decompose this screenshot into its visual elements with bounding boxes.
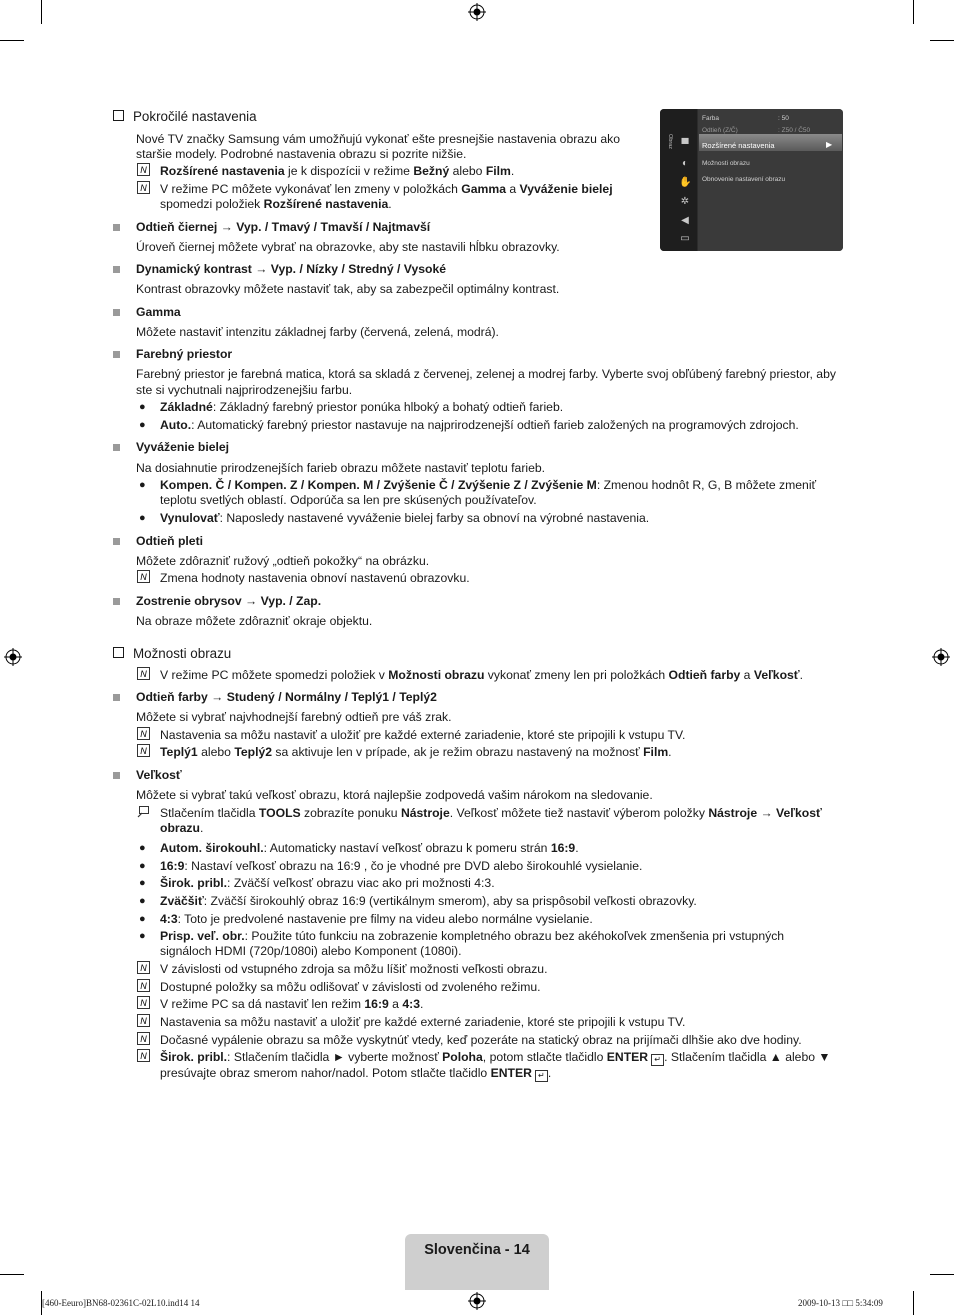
note-text: V závislosti od vstupného zdroja sa môžu líšiť možnosti veľkosti obrazu. (160, 962, 548, 976)
dot-bullet-icon: ● (139, 479, 146, 491)
square-bullet-icon (113, 309, 120, 316)
item-heading: Zostrenie obrysov → Vyp. / Zap. (136, 594, 322, 608)
tv-menu-image (660, 109, 843, 251)
body-text: Na dosiahnutie prirodzenejších farieb obrazu môžete nastaviť teplotu farieb. (136, 461, 546, 475)
registration-mark-icon (468, 1292, 486, 1310)
svg-text:N: N (140, 729, 147, 739)
enter-icon: ↵ (651, 1054, 664, 1066)
svg-text:N: N (140, 963, 147, 973)
item-heading: Odtieň čiernej → Vyp. / Tmavý / Tmavší / Najtmavší (136, 220, 431, 234)
registration-mark-icon (4, 648, 22, 666)
sound-icon: ◐ (681, 158, 689, 169)
item-heading: Vyváženie bielej (136, 440, 230, 454)
body-text: Nové TV značky Samsung vám umožňujú vykonať ešte presnejšie nastavenia obrazu ako (136, 132, 620, 146)
square-bullet-icon (113, 224, 120, 231)
note-text: Nastavenia sa môžu nastaviť a uložiť pre každé externé zariadenie, ktoré ste pripojili k vstupu TV. (160, 728, 686, 742)
body-text: Úroveň čiernej môžete vybrať na obrazovke, aby ste nastavili hĺbku obrazovky. (136, 240, 560, 254)
note-icon (137, 961, 150, 974)
menu-row-label: Farba (702, 115, 719, 122)
note-text: Nastavenia sa môžu nastaviť a uložiť pre každé externé zariadenie, ktoré ste pripojili k vstupu TV. (160, 1015, 686, 1029)
svg-text:N: N (140, 1051, 147, 1061)
svg-text:N: N (140, 1016, 147, 1026)
checkbox-icon (113, 110, 124, 121)
list-item: Auto.: Automatický farebný priestor nastavuje na najprirodzenejší odtieň farieb založených na programových zdrojoch. (160, 418, 799, 432)
list-item: teplotu svetlých oblastí. Odporúča sa len pre skúsených používateľov. (160, 493, 537, 507)
crop-mark (930, 1274, 954, 1275)
dot-bullet-icon: ● (139, 877, 146, 889)
body-text: staršie modely. Podrobné nastavenia obrazu si pozrite nižšie. (136, 147, 467, 161)
svg-text:N: N (140, 183, 147, 193)
dot-bullet-icon: ● (139, 419, 146, 431)
body-text: Môžete zdôrazniť ružový „odtieň pokožky“ na obrázku. (136, 554, 430, 568)
square-bullet-icon (113, 351, 120, 358)
list-item: Kompen. Č / Kompen. Z / Kompen. M / Zvýšenie Č / Zvýšenie Z / Zvýšenie M: Zmenou hodnôt R, G, B môžete zmeniť (160, 478, 817, 492)
svg-text:N: N (140, 572, 147, 582)
note-text: Teplý1 alebo Teplý2 sa aktivuje len v prípade, ak je režim obrazu nastavený na možnosť Film. (160, 745, 672, 759)
menu-item[interactable]: Možnosti obrazu (702, 160, 750, 167)
note-text: obrazu. (160, 821, 204, 835)
item-heading: Odtieň pleti (136, 534, 204, 548)
menu-row-value: : 50 (778, 115, 789, 122)
item-heading: Dynamický kontrast → Vyp. / Nízky / Stredný / Vysoké (136, 262, 446, 276)
svg-text:N: N (140, 998, 147, 1008)
square-bullet-icon (113, 538, 120, 545)
svg-text:N: N (140, 669, 147, 679)
item-heading: Veľkosť (136, 768, 182, 782)
note-icon (137, 1014, 150, 1027)
list-item: Základné: Základný farebný priestor ponúka hlboký a bohatý odtieň farieb. (160, 400, 564, 414)
crop-mark (913, 1291, 914, 1315)
dot-bullet-icon: ● (139, 860, 146, 872)
dot-bullet-icon: ● (139, 913, 146, 925)
section-title: Pokročilé nastavenia (113, 109, 257, 124)
print-slug-right: 2009-10-13 □□ 5:34:09 (798, 1298, 883, 1308)
menu-selected-label[interactable]: Rozšírené nastavenia (702, 141, 775, 150)
list-item: 4:3: Toto je predvolené nastavenie pre filmy na videu alebo normálne vysielanie. (160, 912, 593, 926)
enter-icon: ↵ (535, 1070, 548, 1082)
crop-mark (0, 40, 24, 41)
square-bullet-icon (113, 598, 120, 605)
tools-icon (137, 805, 150, 818)
note-text: V režime PC sa dá nastaviť len režim 16:9 a 4:3. (160, 997, 424, 1011)
crop-mark (41, 0, 42, 24)
menu-arrow-icon: ▶ (826, 140, 833, 149)
note-text: V režime PC môžete vykonávať len zmeny v položkách Gamma a Vyváženie bielej (160, 182, 613, 196)
crop-mark (0, 1274, 24, 1275)
dot-bullet-icon: ● (139, 512, 146, 524)
note-text: Stlačením tlačidla TOOLS zobrazíte ponuku Nástroje. Veľkosť môžete tiež nastaviť výberom položky Nástroje → Veľkosť (160, 806, 822, 820)
menu-row-label: Odtieň (Z/Č) (702, 127, 738, 134)
body-text: Kontrast obrazovky môžete nastaviť tak, aby sa zabezpečil optimálny kontrast. (136, 282, 560, 296)
body-text: Na obraze môžete zdôrazniť okraje objektu. (136, 614, 373, 628)
setup-icon: ✲ (680, 196, 690, 207)
channel-icon: ✋ (679, 177, 692, 188)
dot-bullet-icon: ● (139, 895, 146, 907)
note-icon (137, 996, 150, 1009)
list-item: Zväčšiť: Zväčší širokouhlý obraz 16:9 (vertikálnym smerom), aby sa prispôsobil veľkosti obrazovky. (160, 894, 697, 908)
note-text: Dostupné položky sa môžu odlišovať v závislosti od zvoleného režimu. (160, 980, 541, 994)
list-item: Prisp. veľ. obr.: Použite túto funkciu na zobrazenie kompletného obrazu bez akéhokoľvek zmenšenia pri vstupných (160, 929, 785, 943)
square-bullet-icon (113, 772, 120, 779)
svg-text:N: N (140, 981, 147, 991)
note-text: presúvajte obraz smerom nahor/nadol. Potom stlačte tlačidlo ENTER ↵ . (160, 1066, 552, 1080)
note-text: Zmena hodnoty nastavenia obnoví nastavenú obrazovku. (160, 571, 470, 585)
square-bullet-icon (113, 444, 120, 451)
note-icon (137, 667, 150, 680)
body-text: Môžete si vybrať najvhodnejší farebný odtieň pre váš zrak. (136, 710, 452, 724)
menu-row-value: : Z50 / Č50 (778, 127, 811, 134)
dot-bullet-icon: ● (139, 401, 146, 413)
menu-side-label: Obraz (667, 134, 673, 149)
item-heading: Odtieň farby → Studený / Normálny / Teplý1 / Teplý2 (136, 690, 437, 704)
note-icon (137, 570, 150, 583)
dot-bullet-icon: ● (139, 930, 146, 942)
section-title: Možnosti obrazu (113, 646, 231, 661)
body-text: Môžete si vybrať takú veľkosť obrazu, ktorá najlepšie zodpovedá vašim nárokom na sledovanie. (136, 788, 653, 802)
page-number: Slovenčina - 14 (424, 1242, 530, 1258)
registration-mark-icon (932, 648, 950, 666)
svg-text:N: N (140, 746, 147, 756)
support-icon: ▭ (680, 233, 690, 244)
crop-mark (930, 40, 954, 41)
dot-bullet-icon: ● (139, 842, 146, 854)
note-icon (137, 163, 150, 176)
list-item: signáloch HDMI (720p/1080i) alebo Komponent (1080i). (160, 944, 462, 958)
body-text: Farebný priestor je farebná matica, ktorá sa skladá z červenej, zelenej a modrej farby. Vyberte svoj obľúbený farebný priestor, aby (136, 367, 836, 381)
item-heading: Gamma (136, 305, 181, 319)
list-item: Širok. pribl.: Zväčší veľkosť obrazu viac ako pri možnosti 4:3. (160, 876, 495, 890)
checkbox-icon (113, 647, 124, 658)
list-item: 16:9: Nastaví veľkosť obrazu na 16:9 , čo je vhodné pre DVD alebo širokouhlé vysielanie. (160, 859, 643, 873)
list-item: Vynulovať: Naposledy nastavené vyváženie bielej farby sa obnoví na výrobné nastavenia. (160, 511, 650, 525)
note-icon (137, 1049, 150, 1062)
note-icon (137, 727, 150, 740)
note-text: Širok. pribl.: Stlačením tlačidla ► vyberte možnosť Poloha, potom stlačte tlačidlo ENTER ↵ . Stlačením tlačidla ▲ alebo ▼ (160, 1050, 831, 1064)
list-item: Autom. širokouhl.: Automaticky nastaví veľkosť obrazu k pomeru strán 16:9. (160, 841, 579, 855)
menu-item[interactable]: Obnovenie nastavení obrazu (702, 176, 786, 183)
input-icon: ◀ (681, 215, 689, 226)
body-text: ste si vychutnali najprirodzenejšiu farbu. (136, 383, 353, 397)
note-text: Rozšírené nastavenia je k dispozícii v režime Bežný alebo Film. (160, 164, 515, 178)
note-icon (137, 181, 150, 194)
svg-text:N: N (140, 165, 147, 175)
square-bullet-icon (113, 266, 120, 273)
note-text: V režime PC môžete spomedzi položiek v Možnosti obrazu vykonať zmeny len pri položkách Odtieň farby a Veľkosť. (160, 668, 804, 682)
note-icon (137, 744, 150, 757)
note-icon (137, 1032, 150, 1045)
note-text: spomedzi položiek Rozšírené nastavenia. (160, 197, 392, 211)
square-bullet-icon (113, 694, 120, 701)
note-text: Dočasné vypálenie obrazu sa môže vyskytnúť vtedy, keď pozeráte na statický obraz na prijímači dlhšie ako dve hodiny. (160, 1033, 802, 1047)
crop-mark (913, 0, 914, 24)
registration-mark-icon (468, 3, 486, 21)
note-icon (137, 979, 150, 992)
body-text: Môžete nastaviť intenzitu základnej farby (červená, zelená, modrá). (136, 325, 499, 339)
item-heading: Farebný priestor (136, 347, 233, 361)
picture-icon: ▀ (681, 139, 689, 150)
print-slug-left: [460-Eeuro]BN68-02361C-02L10.ind14 14 (42, 1298, 200, 1308)
svg-text:N: N (140, 1034, 147, 1044)
